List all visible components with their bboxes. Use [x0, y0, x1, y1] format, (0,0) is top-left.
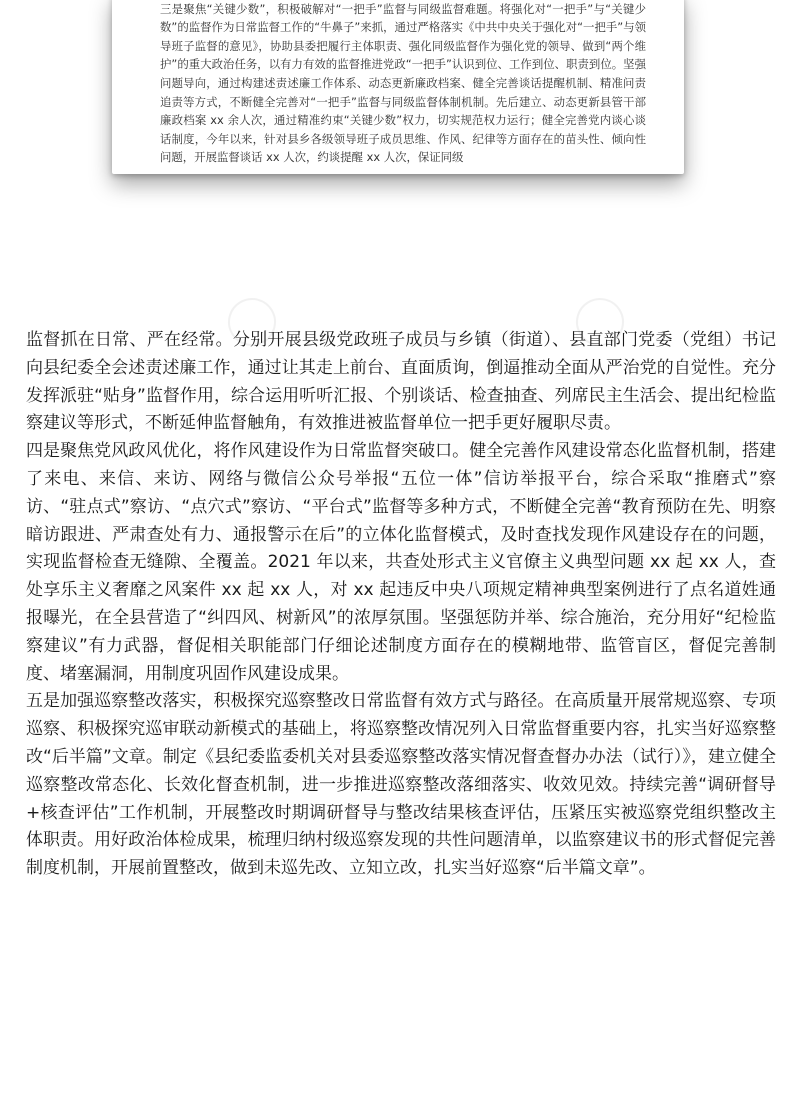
paragraph: 监督抓在日常、严在经常。分别开展县级党政班子成员与乡镇（街道）、县直部门党委（党组）书记向县纪委全会述责述廉工作，通过让其走上前台、直面质询，倒逼推动全面从严治党的自觉性。充分发挥派驻“贴身”监督作用，综合运用听听汇报、个别谈话、检查抽查、列席民主生活会、提出纪检监察建议等形式，不断延伸监督触角，有效推进被监督单位一把手更好履职尽责。	[26, 330, 776, 434]
paragraph: 四是聚焦党风政风优化，将作风建设作为日常监督突破口。健全完善作风建设常态化监督机制，搭建了来电、来信、来访、网络与微信公众号举报“五位一体”信访举报平台，综合采取“推磨式”察访、“驻点式”察访、“点穴式”察访、“平台式”监督等多种方式，不断健全完善“教育预防在先、明察暗访跟进、严肃查处有力、通报警示在后”的立体化监督模式，及时查找发现作风建设存在的问题，实现监督检查无缝隙、全覆盖。2021 年以来，共查处形式主义官僚主义典型问题 xx 起 xx 人，查处享乐主义奢靡之风案件 xx 起 xx 人，对 xx 起违反中央八项规定精神典型案例进行了点名道姓通报曝光，在全县营造了“纠四风、树新风”的浓厚氛围。坚强惩防并举、综合施治，充分用好“纪检监察建议”有力武器，督促相关职能部门仔细论述制度方面存在的模糊地带、监管盲区，督促完善制度、堵塞漏洞，用制度巩固作风建设成果。	[26, 441, 776, 684]
document-body	[26, 327, 776, 883]
preview-line: 三是聚焦“关键少数”，积极破解对“一把手”监督与同级监督难题。将强化对“一把手”与“关键少数”的监督作为日常监督工作的“牛鼻子”来抓，通过严格落实《中共中央关于强化对“一把手”与领导班子监督的意见》，协助县委把履行主体职责、强化同级监督作为强化党的领导、做到“两个维护”的重大政治任务，以有力有效的监督推进党政“一把手”认识到位、工作到位、职责到位。坚强问题导向，通过构建述责述廉工作体系、动态更新廉政档案、健全完善谈话提醒机制、精准问责追责等方式，不断健全完善对“一把手”监督与同级监督体制机制。先后建立、动态更新县管干部廉政档案 xx 余人次，通过精准约束“关键少数”权力，切实规范权力运行；健全完善党内谈心谈话制度，今年以来，针对县乡各级领导班子成员思维、作风、纪律等方面存在的苗头性、倾向性问题，开展监督谈话 xx 人次，约谈提醒 xx 人次，保证同级	[160, 1, 646, 165]
preview-band	[0, 0, 800, 186]
preview-text	[160, 0, 646, 167]
page-preview-card	[112, 0, 684, 174]
paragraph: 五是加强巡察整改落实，积极探究巡察整改日常监督有效方式与路径。在高质量开展常规巡察、专项巡察、积极探究巡审联动新模式的基础上，将巡察整改情况列入日常监督重要内容，扎实当好巡察整改“后半篇”文章。制定《县纪委监委机关对县委巡察整改落实情况督查督办办法（试行）》，建立健全巡察整改常态化、长效化督查机制，进一步推进巡察整改落细落实、收效见效。持续完善“调研督导+核查评估”工作机制，开展整改时期调研督导与整改结果核查评估，压紧压实被巡察党组织整改主体职责。用好政治体检成果，梳理归纳村级巡察发现的共性问题清单，以监察建议书的形式督促完善制度机制，开展前置整改，做到未巡先改、立知立改，扎实当好巡察“后半篇文章”。	[26, 691, 776, 879]
